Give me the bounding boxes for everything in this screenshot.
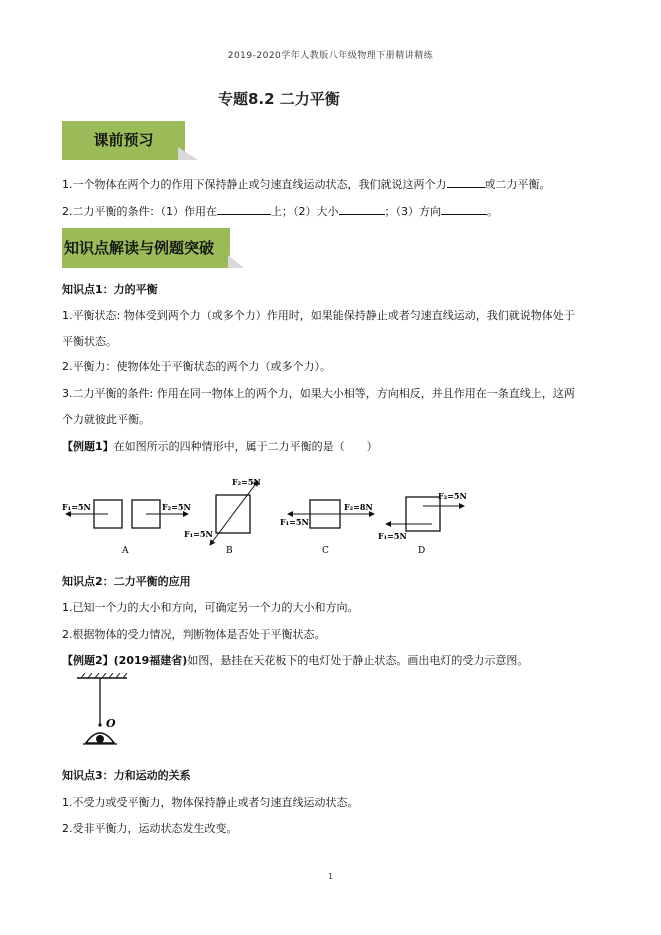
fill-blank-q2-3[interactable] — [441, 204, 487, 215]
kp1-paragraph-3-line-1: 3.二力平衡的条件: 作用在同一物体上的两个力，如果大小相等，方向相反，并且作用在一条直线上，这两 — [62, 387, 575, 400]
preview-question-1 — [62, 176, 551, 192]
kp2-heading: 知识点2：二力平衡的应用 — [62, 575, 191, 588]
q1-text-b: 或二力平衡。 — [484, 178, 551, 191]
section-banner-knowledge: 知识点解读与例题突破 — [62, 228, 230, 268]
label-a-f1: F₁=5N — [62, 502, 91, 512]
diagram-a — [62, 500, 191, 556]
caption-c: C — [322, 546, 329, 556]
label-d-f1: F₁=5N — [378, 531, 407, 541]
diagram-c — [280, 500, 374, 556]
caption-b: B — [226, 546, 233, 556]
arrow-b-f1 — [210, 514, 233, 545]
hanging-lamp-figure — [75, 673, 135, 753]
section-banner-preview: 课前预习 — [62, 121, 185, 160]
lamp-bulb — [96, 735, 104, 743]
q2-text-b: 上；（2）大小 — [271, 205, 339, 218]
kp1-heading: 知识点1：力的平衡 — [62, 283, 158, 296]
q1-text-a: 1.一个物体在两个力的作用下保持静止或匀速直线运动状态，我们就说这两个力 — [62, 178, 447, 191]
fill-blank-q2-1[interactable] — [217, 204, 271, 215]
page-header: 2019-2020学年人教版八年级物理下册精讲精练 — [227, 51, 434, 61]
kp2-paragraph-1: 1.已知一个力的大小和方向，可确定另一个力的大小和方向。 — [62, 601, 359, 614]
point-o — [98, 723, 101, 726]
page-title: 专题8.2 二力平衡 — [218, 90, 340, 108]
example-2-text: 如图，悬挂在天花板下的电灯处于静止状态。画出电灯的受力示意图。 — [187, 654, 529, 667]
q2-text-c: ；（3）方向 — [384, 205, 441, 218]
kp1-paragraph-3-line-2: 个力就彼此平衡。 — [62, 413, 150, 426]
caption-d: D — [418, 546, 426, 556]
kp3-heading: 知识点3：力和运动的关系 — [62, 769, 191, 782]
label-b-f2: F₂=5N — [232, 477, 261, 487]
q2-text-d: 。 — [487, 205, 498, 218]
kp3-paragraph-1: 1.不受力或受平衡力，物体保持静止或者匀速直线运动状态。 — [62, 796, 359, 809]
q2-text-a: 2.二力平衡的条件：（1）作用在 — [62, 205, 217, 218]
force-diagram-figure — [60, 475, 480, 565]
label-c-f1: F₁=5N — [280, 517, 309, 527]
kp2-paragraph-2: 2.根据物体的受力情况，判断物体是否处于平衡状态。 — [62, 628, 326, 641]
kp1-paragraph-1-line-1: 1.平衡状态: 物体受到两个力（或多个力）作用时，如果能保持静止或者匀速直线运动，我们就说物体处于 — [62, 309, 575, 322]
fill-blank-q2-2[interactable] — [339, 204, 385, 215]
kp1-paragraph-2: 2.平衡力：使物体处于平衡状态的两个力（或多个力）。 — [62, 360, 331, 373]
example-1-text: 在如图所示的四种情形中，属于二力平衡的是（ ） — [113, 440, 378, 453]
preview-question-2 — [62, 203, 498, 219]
example-2-tag: 【例题2】(2019福建省) — [62, 654, 188, 667]
example-1-tag: 【例题1】 — [62, 440, 114, 453]
caption-a: A — [122, 546, 129, 556]
example-2 — [62, 652, 528, 668]
kp3-paragraph-2: 2.受非平衡力，运动状态发生改变。 — [62, 822, 238, 835]
kp1-paragraph-1-line-2: 平衡状态。 — [62, 335, 117, 348]
example-1 — [62, 438, 378, 454]
label-b-f1: F₁=5N — [184, 529, 213, 539]
banner-tail-decoration — [228, 255, 244, 268]
banner-tail-decoration — [178, 147, 198, 160]
label-d-f2: F₂=5N — [438, 491, 467, 501]
label-c-f2: F₂=8N — [344, 502, 373, 512]
page-number: 1 — [327, 872, 334, 881]
fill-blank-q1[interactable] — [447, 177, 485, 188]
diagram-d — [378, 491, 467, 556]
point-o-label: O — [106, 717, 116, 730]
box-d — [406, 497, 440, 531]
diagram-b — [184, 477, 261, 556]
label-a-f2: F₂=5N — [162, 502, 191, 512]
